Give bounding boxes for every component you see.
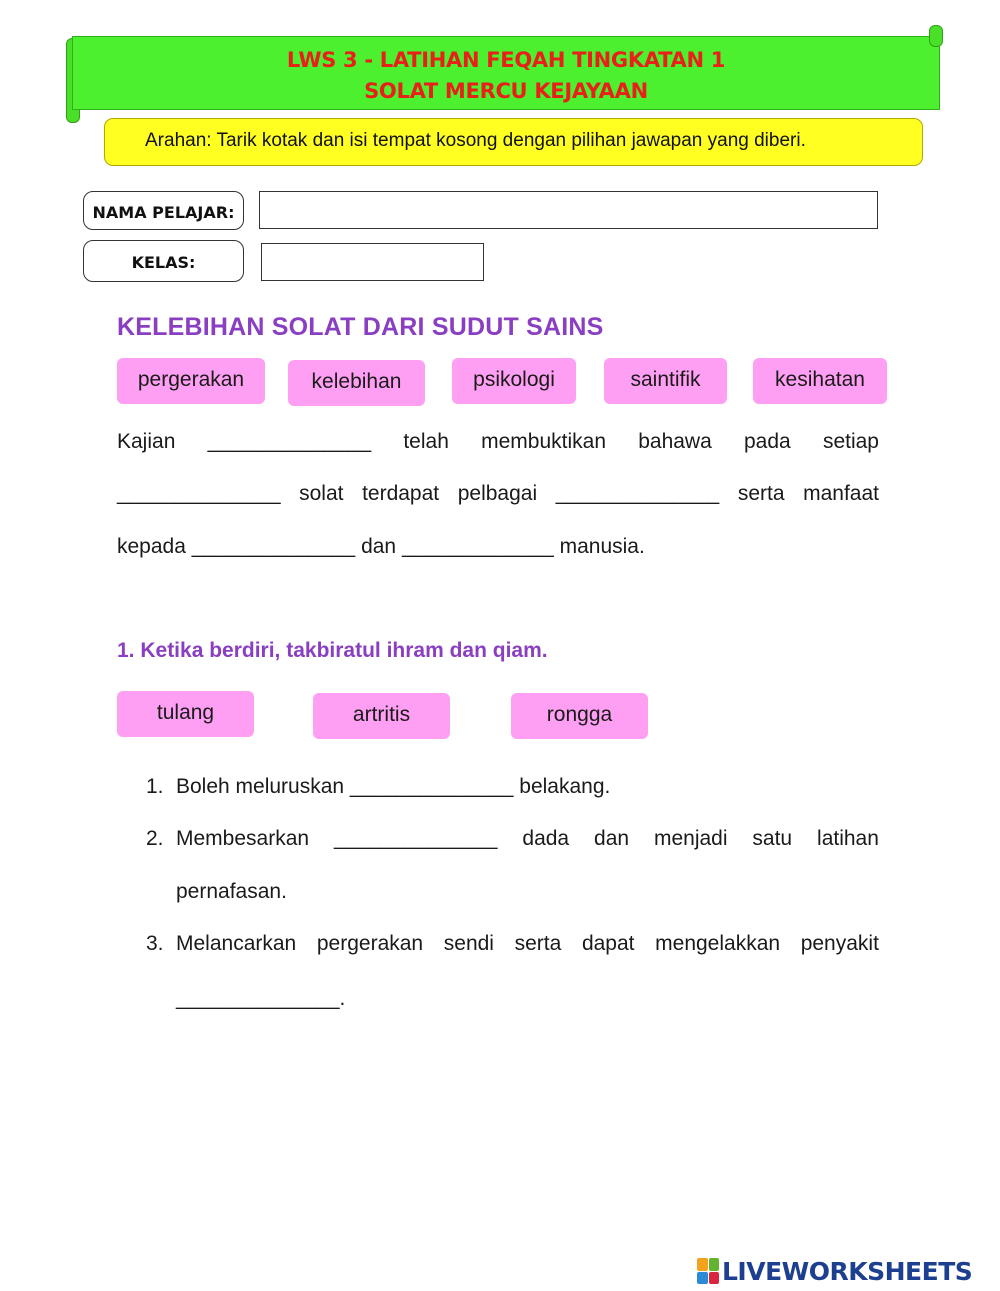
blank-2[interactable]: ______________ [117, 482, 281, 505]
item-number: 2. [146, 827, 164, 850]
instruction-box: Arahan: Tarik kotak dan isi tempat kosong dengan pilihan jawapan yang diberi. [104, 118, 923, 166]
class-label: KELAS: [83, 240, 244, 282]
item-word: pergerakan [316, 932, 424, 955]
blank-3[interactable]: ______________ [555, 482, 720, 505]
worksheet-subtitle: SOLAT MERCU KEJAYAAN [364, 79, 648, 103]
section-title: KELEBIHAN SOLAT DARI SUDUT SAINS [117, 313, 604, 341]
item-word: Membesarkan [176, 827, 310, 850]
answer-chip-tulang[interactable]: tulang [117, 691, 254, 737]
item-word: serta [514, 932, 562, 955]
item-number: 1. [146, 775, 164, 798]
logo-badge-icon [697, 1258, 719, 1284]
para-word: pelbagai [457, 482, 538, 505]
item-word: satu [752, 827, 793, 850]
item-word: Melancarkan [176, 932, 297, 955]
item-2-continuation: pernafasan. [176, 880, 287, 903]
title-banner [72, 36, 940, 110]
item-word: menjadi [653, 827, 728, 850]
student-name-input[interactable] [259, 191, 878, 229]
answer-chip-rongga[interactable]: rongga [511, 693, 648, 739]
para-word: manfaat [803, 482, 879, 505]
paragraph-line-3: kepada ______________ dan _____________ manusia. [117, 535, 645, 558]
para-word: telah [403, 430, 449, 453]
para-word: setiap [822, 430, 879, 453]
blank-1[interactable]: ______________ [207, 430, 372, 453]
answer-chip-psikologi[interactable]: psikologi [452, 358, 576, 404]
answer-chip-kelebihan[interactable]: kelebihan [288, 360, 425, 406]
para-word: Kajian [117, 430, 176, 453]
item-2-line [176, 827, 879, 851]
item-3-line [176, 932, 879, 956]
item-word: latihan [817, 827, 879, 850]
item-word: dada [522, 827, 570, 850]
answer-chip-kesihatan[interactable]: kesihatan [753, 358, 887, 404]
item-1-text: Boleh meluruskan ______________ belakang. [176, 775, 611, 798]
paragraph-line-2 [117, 482, 879, 506]
blank-item-3[interactable]: ______________. [176, 987, 346, 1010]
blank-item-2[interactable]: ______________ [333, 827, 498, 850]
item-word: dan [594, 827, 630, 850]
name-label: NAMA PELAJAR: [83, 191, 244, 230]
banner-scroll-right-roll [929, 25, 943, 47]
para-word: terdapat [362, 482, 440, 505]
item-word: mengelakkan [655, 932, 781, 955]
class-input[interactable] [261, 243, 484, 281]
paragraph-line-1 [117, 430, 879, 454]
para-word: pada [744, 430, 791, 453]
worksheet-title: LWS 3 - LATIHAN FEQAH TINGKATAN 1 [286, 48, 726, 72]
answer-chip-saintifik[interactable]: saintifik [604, 358, 727, 404]
item-word: dapat [581, 932, 635, 955]
liveworksheets-logo [697, 1256, 972, 1286]
question-title: 1. Ketika berdiri, takbiratul ihram dan qiam. [117, 639, 548, 662]
answer-chip-pergerakan[interactable]: pergerakan [117, 358, 265, 404]
logo-text: LIVEWORKSHEETS [722, 1256, 973, 1286]
para-word: bahawa [638, 430, 712, 453]
para-word: serta [737, 482, 785, 505]
para-word: membuktikan [481, 430, 606, 453]
item-number: 3. [146, 932, 164, 955]
item-word: sendi [443, 932, 494, 955]
answer-chip-artritis[interactable]: artritis [313, 693, 450, 739]
item-word: penyakit [800, 932, 879, 955]
para-word: solat [299, 482, 344, 505]
